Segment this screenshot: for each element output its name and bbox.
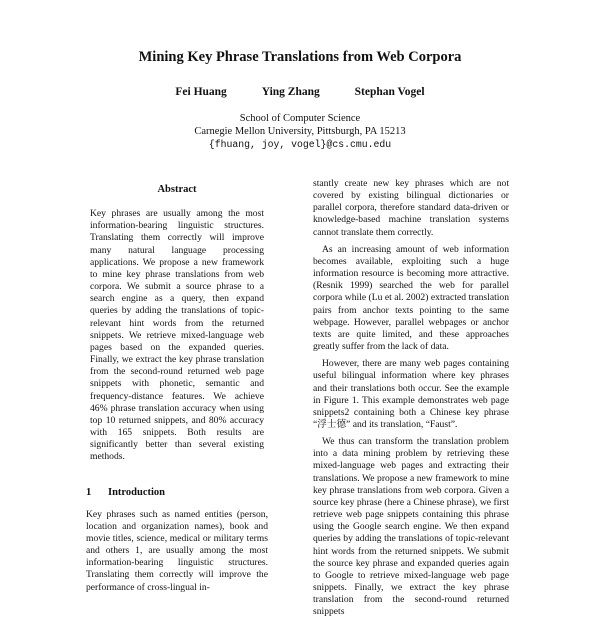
- paragraph: However, there are many web pages containing useful bilingual information where key phrases and their translations both occur. See the example in Figure 1. This example demonstrates web page snippets2 containing both a Chinese key phrase “浮士德” and its translation, “Faust”.: [313, 358, 509, 430]
- author-name: Stephan Vogel: [354, 86, 425, 98]
- affiliation-university: Carnegie Mellon University, Pittsburgh, PA 15213: [194, 126, 406, 137]
- left-column: [86, 184, 268, 594]
- affiliation: [0, 112, 600, 151]
- author-emails: {fhuang, joy, vogel}@cs.cmu.edu: [208, 139, 392, 150]
- affiliation-school: School of Computer Science: [239, 113, 361, 124]
- introduction-text: Key phrases such as named entities (person, location and organization names), book and movie titles, science, medical or military terms and others 1, are usually among the most information-bearing linguistic structures. Translating them correctly will improve the performance of cross-lingual in-: [86, 508, 268, 593]
- author-list: [0, 86, 600, 98]
- section-number: 1: [86, 487, 92, 499]
- right-column: [313, 178, 509, 623]
- paper-title: Mining Key Phrase Translations from Web Corpora: [138, 49, 462, 65]
- section-title: Introduction: [108, 487, 165, 499]
- paragraph: stantly create new key phrases which are not covered by existing bilingual dictionaries or parallel corpora, therefore standard data-driven or knowledge-based machine translation systems cannot translate them correctly.: [313, 178, 509, 238]
- author-name: Fei Huang: [175, 86, 227, 98]
- author-name: Ying Zhang: [261, 86, 320, 98]
- section-heading: [86, 487, 268, 499]
- abstract-text: Key phrases are usually among the most information-bearing linguistic structures. Translating them correctly will improve many natural language processing applications. We propose a new framework to mine key phrase translations from web corpora. We submit a source phrase to a search engine as a query, then expand queries by adding the translations of topic-relevant hint words from the returned snippets. We retrieve mixed-language web pages based on the expanded queries. Finally, we extract the key phrase translation from the second-round returned web page snippets with phonetic, semantic and frequency-distance features. We achieve 46% phrase translation accuracy when using top 10 returned snippets, and 80% accuracy with 165 snippets. Both results are significantly better than several existing methods.: [90, 208, 264, 463]
- abstract-heading: Abstract: [157, 184, 197, 195]
- paragraph: As an increasing amount of web information becomes available, exploiting such a huge information resource is becoming more attractive. (Resnik 1999) searched the web for parallel corpora while (Lu et al. 2002) extracted translation pairs from anchor texts pointing to the same webpage. However, parallel webpages or anchor texts are quite limited, and these approaches greatly suffer from the lack of data.: [313, 243, 509, 353]
- paragraph: We thus can transform the translation problem into a data mining problem by retrieving these mixed-language web pages and extracting their translations. We propose a new framework to mine key phrase translations from web corpora. Given a source key phrase (here a Chinese phrase), we first retrieve web page snippets containing this phrase using the Google search engine. We then expand queries by adding the translations of topic-relevant hint words from the returned snippets. We submit the source key phrase and expanded queries again to Google to retrieve mixed-language web page snippets. Finally, we extract the key phrase translation from the second-round returned snippets: [313, 436, 509, 618]
